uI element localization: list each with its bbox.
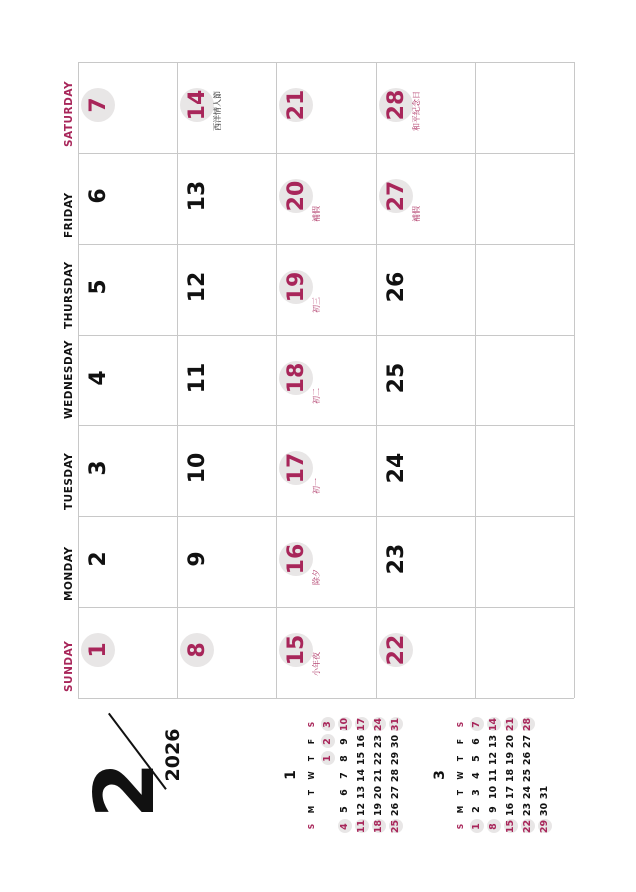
day-note: 初一 xyxy=(312,478,322,495)
mini-day: 22 xyxy=(373,751,384,766)
day-number: 26 xyxy=(383,271,409,303)
mini-day: 2 xyxy=(471,806,482,813)
grid-column-line xyxy=(574,62,575,698)
grid-column-line xyxy=(475,62,476,698)
day-number: 8 xyxy=(184,642,210,658)
mini-day: 13 xyxy=(488,734,499,749)
mini-dow: T xyxy=(456,755,465,762)
mini-day: 8 xyxy=(487,818,501,835)
day-number: 6 xyxy=(85,188,111,204)
day-note: 補假 xyxy=(312,205,322,222)
day-note: 和平紀念日 xyxy=(411,91,421,131)
mini-day: 15 xyxy=(505,819,516,834)
day-note: 初二 xyxy=(312,387,322,404)
day-number: 20 xyxy=(283,180,309,212)
mini-day: 1 xyxy=(321,750,335,767)
day-number: 21 xyxy=(283,89,309,121)
mini-dow: W xyxy=(307,771,316,780)
day-number: 17 xyxy=(283,453,309,484)
mini-day: 25 xyxy=(522,768,533,783)
mini-dow: M xyxy=(456,805,465,814)
grid-row-line xyxy=(78,153,574,154)
mini-day: 3 xyxy=(471,789,482,796)
mini-day: 6 xyxy=(471,738,482,745)
mini-day: 18 xyxy=(373,819,384,834)
day-number: 3 xyxy=(85,460,111,477)
mini-day: 15 xyxy=(356,751,367,766)
mini-day: 12 xyxy=(488,751,499,766)
weekday-label: WEDNESDAY xyxy=(63,340,75,420)
day-number: 18 xyxy=(283,362,309,393)
mini-day: 19 xyxy=(373,802,384,817)
mini-day: 28 xyxy=(522,717,533,732)
mini-day: 8 xyxy=(339,755,350,762)
day-number: 4 xyxy=(85,369,111,386)
day-number: 16 xyxy=(283,543,309,575)
month-grid xyxy=(78,62,574,698)
day-number: 1 xyxy=(85,642,111,658)
weekday-label: FRIDAY xyxy=(63,192,75,238)
mini-day: 4 xyxy=(338,818,352,835)
mini-day: 11 xyxy=(488,768,499,783)
day-number: 7 xyxy=(85,97,111,113)
day-number: 9 xyxy=(184,551,210,567)
day-number: 24 xyxy=(383,453,409,484)
mini-day: 2 xyxy=(321,733,335,750)
mini-calendar-month: 3 xyxy=(432,770,448,780)
day-note: 補假 xyxy=(411,205,421,222)
grid-row-line xyxy=(78,425,574,426)
mini-day: 17 xyxy=(356,717,367,732)
day-number: 23 xyxy=(383,543,409,575)
grid-row-line xyxy=(78,335,574,336)
mini-day: 27 xyxy=(522,734,533,749)
mini-day: 29 xyxy=(390,751,401,766)
mini-dow: S xyxy=(456,823,465,830)
day-number: 22 xyxy=(383,634,409,666)
mini-dow: W xyxy=(456,771,465,780)
mini-day: 9 xyxy=(339,738,350,745)
mini-day: 30 xyxy=(539,802,550,817)
day-number: 28 xyxy=(383,89,409,121)
day-note: 西洋情人節 xyxy=(213,91,223,131)
mini-dow: F xyxy=(307,738,316,745)
day-number: 13 xyxy=(184,180,210,212)
day-note: 小年夜 xyxy=(312,652,322,677)
day-number: 14 xyxy=(184,89,210,121)
mini-dow: F xyxy=(456,738,465,745)
mini-day: 11 xyxy=(356,819,367,834)
mini-day: 13 xyxy=(356,785,367,800)
weekday-label: SATURDAY xyxy=(63,80,75,147)
mini-day: 28 xyxy=(390,768,401,783)
mini-calendar xyxy=(432,715,552,835)
mini-day: 25 xyxy=(390,819,401,834)
mini-day: 12 xyxy=(356,802,367,817)
mini-day: 4 xyxy=(471,772,482,779)
grid-row-line xyxy=(78,698,574,699)
mini-day: 31 xyxy=(539,785,550,800)
mini-day: 26 xyxy=(522,751,533,766)
weekday-label: SUNDAY xyxy=(63,640,75,693)
mini-day: 29 xyxy=(539,819,550,834)
day-number: 10 xyxy=(184,453,210,484)
mini-dow: S xyxy=(456,721,465,728)
grid-row-line xyxy=(78,62,574,63)
weekday-label: TUESDAY xyxy=(63,452,75,511)
mini-day: 22 xyxy=(522,819,533,834)
day-number: 15 xyxy=(283,634,309,666)
mini-day: 10 xyxy=(488,785,499,800)
mini-dow: T xyxy=(456,789,465,796)
mini-dow: S xyxy=(307,721,316,728)
mini-day: 31 xyxy=(390,717,401,732)
day-number: 12 xyxy=(184,271,210,303)
mini-day: 17 xyxy=(505,785,516,800)
mini-day: 27 xyxy=(390,785,401,800)
mini-dow: T xyxy=(307,755,316,762)
mini-day: 14 xyxy=(488,717,499,732)
day-note: 初三 xyxy=(312,296,322,313)
day-note: 除夕 xyxy=(312,569,322,586)
mini-day: 16 xyxy=(505,802,516,817)
grid-row-line xyxy=(78,244,574,245)
mini-day: 7 xyxy=(470,716,484,733)
mini-dow: T xyxy=(307,789,316,796)
mini-calendar-month: 1 xyxy=(283,770,299,780)
mini-day: 6 xyxy=(339,789,350,796)
mini-dow: S xyxy=(307,823,316,830)
mini-day: 21 xyxy=(505,717,516,732)
month-number: 2 xyxy=(78,761,173,819)
day-number: 2 xyxy=(85,551,111,567)
day-number: 27 xyxy=(383,180,409,212)
day-number: 11 xyxy=(184,362,210,393)
mini-day: 18 xyxy=(505,768,516,783)
day-number: 5 xyxy=(85,279,111,295)
mini-day: 24 xyxy=(373,717,384,732)
day-number: 25 xyxy=(383,362,409,393)
year-label: 2026 xyxy=(162,728,184,782)
mini-calendar xyxy=(283,715,403,835)
mini-day: 16 xyxy=(356,734,367,749)
mini-day: 5 xyxy=(471,755,482,762)
grid-row-line xyxy=(78,516,574,517)
mini-day: 26 xyxy=(390,802,401,817)
mini-day: 23 xyxy=(373,734,384,749)
mini-day: 23 xyxy=(522,802,533,817)
mini-day: 21 xyxy=(373,768,384,783)
weekday-label: MONDAY xyxy=(63,546,75,602)
weekday-label: THURSDAY xyxy=(63,261,75,329)
grid-row-line xyxy=(78,607,574,608)
day-number: 19 xyxy=(283,271,309,303)
mini-day: 24 xyxy=(522,785,533,800)
mini-day: 5 xyxy=(339,806,350,813)
mini-day: 10 xyxy=(339,717,350,732)
mini-day: 30 xyxy=(390,734,401,749)
mini-dow: M xyxy=(307,805,316,814)
mini-day: 7 xyxy=(339,772,350,779)
mini-day: 1 xyxy=(470,818,484,835)
mini-day: 19 xyxy=(505,751,516,766)
mini-day: 20 xyxy=(505,734,516,749)
mini-day: 3 xyxy=(321,716,335,733)
mini-day: 9 xyxy=(488,806,499,813)
mini-day: 14 xyxy=(356,768,367,783)
mini-day: 20 xyxy=(373,785,384,800)
